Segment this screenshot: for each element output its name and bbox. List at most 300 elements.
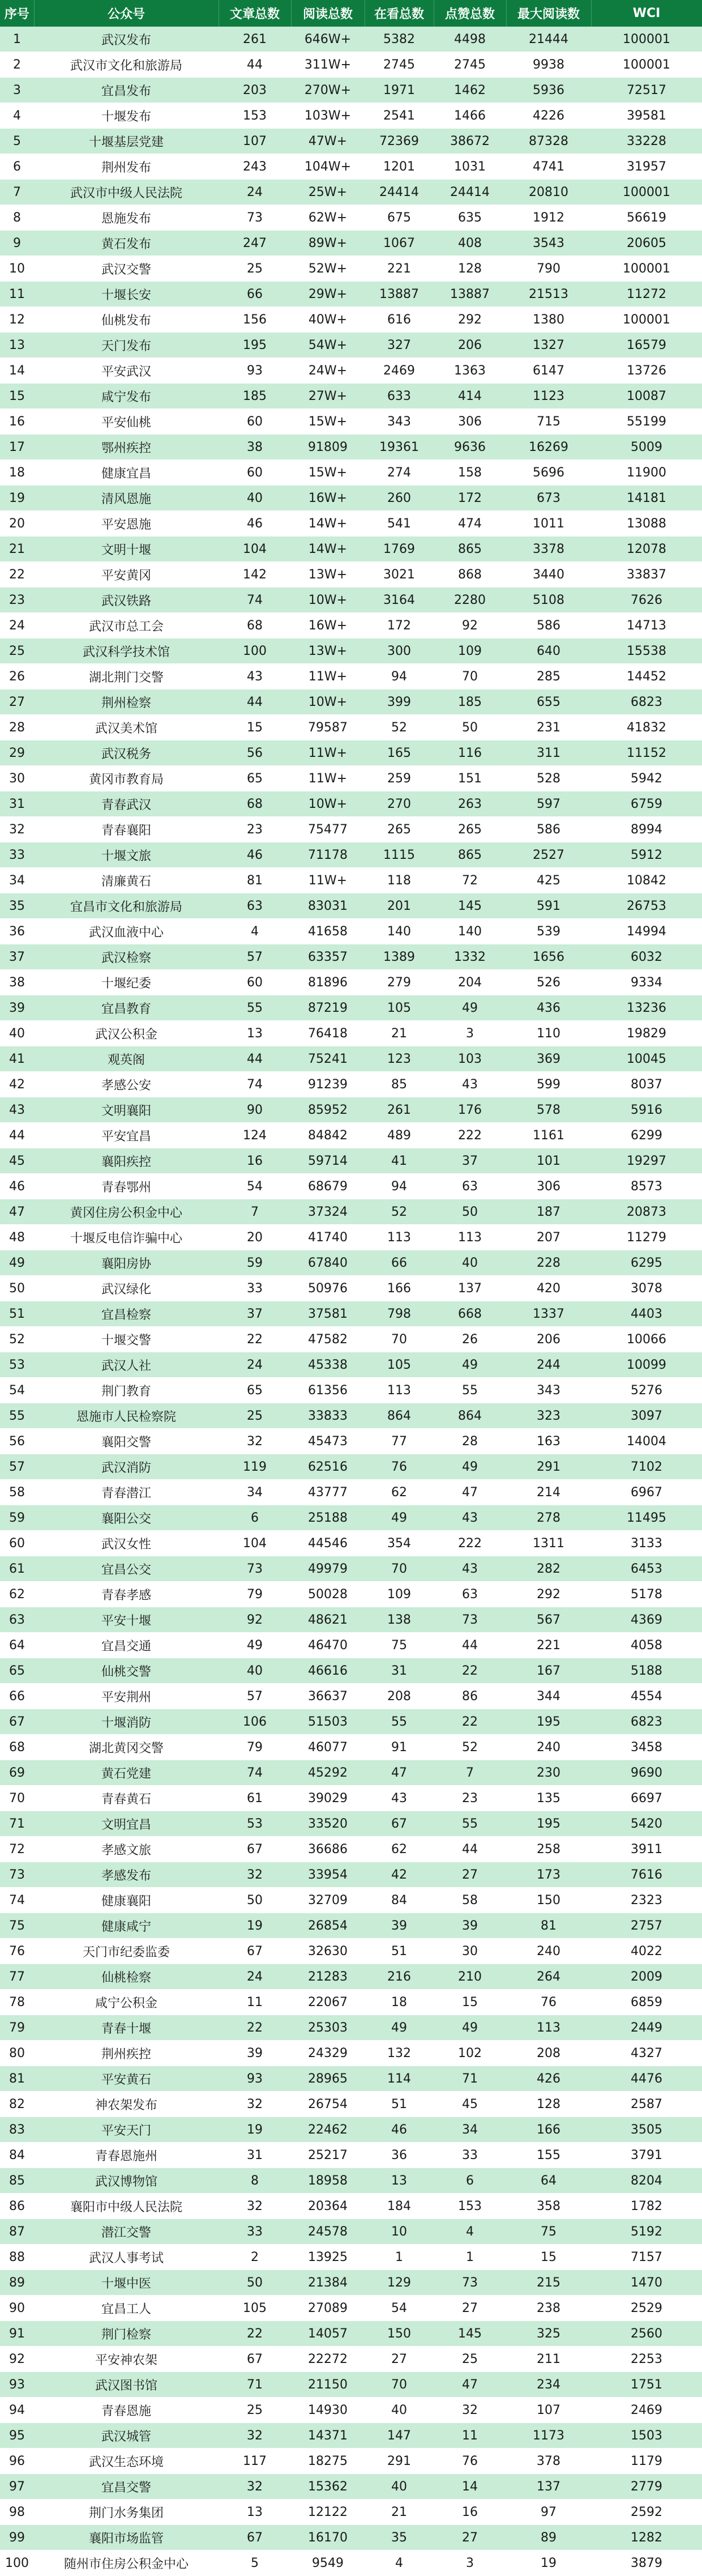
- likes-cell: 474: [434, 511, 506, 537]
- rank-cell: 59: [0, 1505, 34, 1531]
- articles-cell: 13: [219, 1021, 291, 1046]
- reads-cell: 10W+: [291, 587, 365, 613]
- likes-cell: 63: [434, 1174, 506, 1199]
- rank-cell: 54: [0, 1378, 34, 1403]
- likes-cell: 1031: [434, 154, 506, 180]
- likes-cell: 2280: [434, 587, 506, 613]
- likes-cell: 102: [434, 2041, 506, 2066]
- watching-cell: 13887: [365, 282, 434, 307]
- watching-cell: 2469: [365, 358, 434, 384]
- wci-cell: 6759: [591, 791, 702, 817]
- account-cell: 十堰文旅: [34, 842, 219, 868]
- articles-cell: 67: [219, 2347, 291, 2372]
- reads-cell: 47582: [291, 1327, 365, 1352]
- articles-cell: 100: [219, 638, 291, 664]
- wci-cell: 41832: [591, 715, 702, 740]
- max-reads-cell: 173: [506, 1862, 591, 1888]
- table-row: [0, 689, 702, 715]
- articles-cell: 71: [219, 2372, 291, 2398]
- wci-cell: 1282: [591, 2525, 702, 2551]
- table-row: [0, 1301, 702, 1327]
- rank-cell: 62: [0, 1582, 34, 1607]
- articles-cell: 24: [219, 1352, 291, 1378]
- wci-cell: 4369: [591, 1607, 702, 1633]
- table-row: [0, 1072, 702, 1097]
- rank-cell: 11: [0, 282, 34, 307]
- articles-cell: 153: [219, 103, 291, 129]
- table-row: [0, 2347, 702, 2372]
- wci-cell: 19829: [591, 1021, 702, 1046]
- table-row: [0, 435, 702, 460]
- table-row: [0, 1276, 702, 1301]
- max-reads-cell: 110: [506, 1021, 591, 1046]
- reads-cell: 14W+: [291, 537, 365, 562]
- reads-cell: 50028: [291, 1582, 365, 1607]
- rank-cell: 86: [0, 2194, 34, 2219]
- max-reads-cell: 306: [506, 1174, 591, 1199]
- reads-cell: 20364: [291, 2194, 365, 2219]
- reads-cell: 270W+: [291, 78, 365, 103]
- articles-cell: 44: [219, 689, 291, 715]
- rank-cell: 23: [0, 587, 34, 613]
- max-reads-cell: 323: [506, 1403, 591, 1429]
- max-reads-cell: 5108: [506, 587, 591, 613]
- table-row: [0, 919, 702, 944]
- wci-cell: 1751: [591, 2372, 702, 2398]
- rank-cell: 27: [0, 689, 34, 715]
- header-max-reads: 最大阅读数: [506, 0, 591, 27]
- account-cell: 潜江交警: [34, 2219, 219, 2245]
- wci-cell: 14994: [591, 919, 702, 944]
- articles-cell: 46: [219, 511, 291, 537]
- table-row: [0, 2423, 702, 2449]
- reads-cell: 14W+: [291, 511, 365, 537]
- rank-cell: 16: [0, 409, 34, 435]
- rank-cell: 78: [0, 1990, 34, 2015]
- table-row: [0, 129, 702, 154]
- likes-cell: 34: [434, 2117, 506, 2143]
- watching-cell: 354: [365, 1531, 434, 1556]
- account-cell: 青春孝感: [34, 1582, 219, 1607]
- rank-cell: 42: [0, 1072, 34, 1097]
- account-cell: 宜昌检察: [34, 1301, 219, 1327]
- articles-cell: 22: [219, 2015, 291, 2041]
- articles-cell: 93: [219, 358, 291, 384]
- likes-cell: 6: [434, 2168, 506, 2194]
- max-reads-cell: 195: [506, 1709, 591, 1735]
- wci-cell: 5276: [591, 1378, 702, 1403]
- reads-cell: 81896: [291, 970, 365, 995]
- articles-cell: 68: [219, 613, 291, 638]
- max-reads-cell: 425: [506, 868, 591, 893]
- watching-cell: 300: [365, 638, 434, 664]
- likes-cell: 23: [434, 1786, 506, 1811]
- wci-cell: 11279: [591, 1225, 702, 1250]
- articles-cell: 40: [219, 1658, 291, 1684]
- account-cell: 十堰反电信诈骗中心: [34, 1225, 219, 1250]
- watching-cell: 21: [365, 2500, 434, 2525]
- articles-cell: 65: [219, 766, 291, 791]
- rank-cell: 47: [0, 1199, 34, 1225]
- likes-cell: 43: [434, 1072, 506, 1097]
- rank-cell: 7: [0, 180, 34, 205]
- table-row: [0, 944, 702, 970]
- table-row: [0, 1123, 702, 1148]
- account-cell: 神农架发布: [34, 2092, 219, 2117]
- reads-cell: 26854: [291, 1913, 365, 1939]
- max-reads-cell: 5696: [506, 460, 591, 486]
- table-row: [0, 1429, 702, 1454]
- table-row: [0, 587, 702, 613]
- max-reads-cell: 75: [506, 2219, 591, 2245]
- wci-cell: 9690: [591, 1760, 702, 1786]
- likes-cell: 14: [434, 2474, 506, 2500]
- account-cell: 武汉市中级人民法院: [34, 180, 219, 205]
- likes-cell: 128: [434, 256, 506, 282]
- rank-cell: 69: [0, 1760, 34, 1786]
- account-cell: 青春恩施: [34, 2398, 219, 2423]
- rank-cell: 43: [0, 1097, 34, 1123]
- reads-cell: 11W+: [291, 740, 365, 766]
- likes-cell: 73: [434, 2270, 506, 2296]
- wci-cell: 1179: [591, 2449, 702, 2474]
- rank-cell: 98: [0, 2500, 34, 2525]
- table-row: [0, 2398, 702, 2423]
- account-cell: 武汉血液中心: [34, 919, 219, 944]
- likes-cell: 137: [434, 1276, 506, 1301]
- account-cell: 荆门检察: [34, 2321, 219, 2347]
- watching-cell: 70: [365, 1327, 434, 1352]
- rank-cell: 74: [0, 1888, 34, 1913]
- rank-cell: 96: [0, 2449, 34, 2474]
- max-reads-cell: 230: [506, 1760, 591, 1786]
- rank-cell: 3: [0, 78, 34, 103]
- rank-cell: 60: [0, 1531, 34, 1556]
- max-reads-cell: 195: [506, 1811, 591, 1837]
- wci-cell: 8037: [591, 1072, 702, 1097]
- watching-cell: 260: [365, 486, 434, 511]
- account-cell: 荆州发布: [34, 154, 219, 180]
- table-row: [0, 460, 702, 486]
- table-row: [0, 970, 702, 995]
- likes-cell: 28: [434, 1429, 506, 1454]
- reads-cell: 40W+: [291, 307, 365, 333]
- watching-cell: 21: [365, 1021, 434, 1046]
- reads-cell: 79587: [291, 715, 365, 740]
- account-cell: 青春武汉: [34, 791, 219, 817]
- rank-cell: 1: [0, 27, 34, 52]
- account-cell: 武汉美术馆: [34, 715, 219, 740]
- watching-cell: 1201: [365, 154, 434, 180]
- likes-cell: 16: [434, 2500, 506, 2525]
- articles-cell: 20: [219, 1225, 291, 1250]
- rank-cell: 89: [0, 2270, 34, 2296]
- articles-cell: 247: [219, 231, 291, 256]
- rank-cell: 97: [0, 2474, 34, 2500]
- likes-cell: 635: [434, 205, 506, 231]
- watching-cell: 118: [365, 868, 434, 893]
- rank-cell: 57: [0, 1454, 34, 1480]
- wci-cell: 7102: [591, 1454, 702, 1480]
- table-row: [0, 1327, 702, 1352]
- table-row: [0, 1097, 702, 1123]
- reads-cell: 14057: [291, 2321, 365, 2347]
- reads-cell: 15W+: [291, 460, 365, 486]
- max-reads-cell: 264: [506, 1964, 591, 1990]
- rank-cell: 45: [0, 1148, 34, 1174]
- account-cell: 荆州检察: [34, 689, 219, 715]
- rank-cell: 22: [0, 562, 34, 587]
- likes-cell: 39: [434, 1913, 506, 1939]
- watching-cell: 343: [365, 409, 434, 435]
- wci-cell: 33837: [591, 562, 702, 587]
- table-row: [0, 1225, 702, 1250]
- likes-cell: 145: [434, 2321, 506, 2347]
- rank-cell: 21: [0, 537, 34, 562]
- wci-cell: 10045: [591, 1046, 702, 1072]
- account-cell: 平安武汉: [34, 358, 219, 384]
- account-cell: 十堰基层党建: [34, 129, 219, 154]
- watching-cell: 327: [365, 333, 434, 358]
- rank-cell: 93: [0, 2372, 34, 2398]
- wci-cell: 100001: [591, 27, 702, 52]
- watching-cell: 66: [365, 1250, 434, 1276]
- wci-cell: 3911: [591, 1837, 702, 1862]
- rank-cell: 4: [0, 103, 34, 129]
- wci-cell: 16579: [591, 333, 702, 358]
- reads-cell: 33833: [291, 1403, 365, 1429]
- account-cell: 平安神农架: [34, 2347, 219, 2372]
- likes-cell: 158: [434, 460, 506, 486]
- articles-cell: 63: [219, 893, 291, 919]
- table-row: [0, 1480, 702, 1505]
- watching-cell: 140: [365, 919, 434, 944]
- likes-cell: 222: [434, 1531, 506, 1556]
- table-row: [0, 2321, 702, 2347]
- rank-cell: 58: [0, 1480, 34, 1505]
- likes-cell: 22: [434, 1709, 506, 1735]
- wci-cell: 20873: [591, 1199, 702, 1225]
- reads-cell: 18275: [291, 2449, 365, 2474]
- articles-cell: 67: [219, 1939, 291, 1964]
- articles-cell: 40: [219, 486, 291, 511]
- articles-cell: 15: [219, 715, 291, 740]
- reads-cell: 18958: [291, 2168, 365, 2194]
- table-row: [0, 205, 702, 231]
- watching-cell: 3021: [365, 562, 434, 587]
- articles-cell: 104: [219, 537, 291, 562]
- table-row: [0, 1046, 702, 1072]
- articles-cell: 106: [219, 1709, 291, 1735]
- max-reads-cell: 2527: [506, 842, 591, 868]
- rank-cell: 88: [0, 2245, 34, 2270]
- wci-cell: 3133: [591, 1531, 702, 1556]
- rank-cell: 15: [0, 384, 34, 409]
- likes-cell: 50: [434, 1199, 506, 1225]
- table-row: [0, 2219, 702, 2245]
- articles-cell: 53: [219, 1811, 291, 1837]
- wci-cell: 26753: [591, 893, 702, 919]
- watching-cell: 109: [365, 1582, 434, 1607]
- reads-cell: 27089: [291, 2296, 365, 2321]
- wci-cell: 2560: [591, 2321, 702, 2347]
- table-row: [0, 486, 702, 511]
- likes-cell: 52: [434, 1735, 506, 1760]
- max-reads-cell: 6147: [506, 358, 591, 384]
- articles-cell: 22: [219, 1327, 291, 1352]
- watching-cell: 84: [365, 1888, 434, 1913]
- rank-cell: 31: [0, 791, 34, 817]
- max-reads-cell: 1011: [506, 511, 591, 537]
- account-cell: 武汉公积金: [34, 1021, 219, 1046]
- reads-cell: 16170: [291, 2525, 365, 2551]
- max-reads-cell: 16269: [506, 435, 591, 460]
- max-reads-cell: 586: [506, 613, 591, 638]
- rank-cell: 64: [0, 1633, 34, 1658]
- watching-cell: 51: [365, 2092, 434, 2117]
- account-cell: 平安恩施: [34, 511, 219, 537]
- wci-cell: 6967: [591, 1480, 702, 1505]
- watching-cell: 208: [365, 1684, 434, 1709]
- table-row: [0, 664, 702, 689]
- account-cell: 十堰中医: [34, 2270, 219, 2296]
- watching-cell: 77: [365, 1429, 434, 1454]
- rank-cell: 38: [0, 970, 34, 995]
- header-likes: 点赞总数: [434, 0, 506, 27]
- watching-cell: 2541: [365, 103, 434, 129]
- account-cell: 孝感文旅: [34, 1837, 219, 1862]
- account-cell: 青春黄石: [34, 1786, 219, 1811]
- max-reads-cell: 187: [506, 1199, 591, 1225]
- max-reads-cell: 167: [506, 1658, 591, 1684]
- table-row: [0, 307, 702, 333]
- wci-cell: 2469: [591, 2398, 702, 2423]
- max-reads-cell: 150: [506, 1888, 591, 1913]
- watching-cell: 123: [365, 1046, 434, 1072]
- table-row: [0, 1862, 702, 1888]
- watching-cell: 40: [365, 2398, 434, 2423]
- max-reads-cell: 528: [506, 766, 591, 791]
- articles-cell: 107: [219, 129, 291, 154]
- watching-cell: 113: [365, 1225, 434, 1250]
- max-reads-cell: 3440: [506, 562, 591, 587]
- table-row: [0, 715, 702, 740]
- rank-cell: 85: [0, 2168, 34, 2194]
- articles-cell: 79: [219, 1582, 291, 1607]
- wci-cell: 14713: [591, 613, 702, 638]
- account-cell: 健康襄阳: [34, 1888, 219, 1913]
- watching-cell: 165: [365, 740, 434, 766]
- reads-cell: 63357: [291, 944, 365, 970]
- likes-cell: 30: [434, 1939, 506, 1964]
- rank-cell: 55: [0, 1403, 34, 1429]
- rank-cell: 41: [0, 1046, 34, 1072]
- rank-cell: 39: [0, 995, 34, 1021]
- wci-cell: 10066: [591, 1327, 702, 1352]
- header-reads: 阅读总数: [291, 0, 365, 27]
- wci-cell: 2009: [591, 1964, 702, 1990]
- account-cell: 武汉市总工会: [34, 613, 219, 638]
- max-reads-cell: 578: [506, 1097, 591, 1123]
- likes-cell: 865: [434, 842, 506, 868]
- table-row: [0, 511, 702, 537]
- max-reads-cell: 97: [506, 2500, 591, 2525]
- wci-cell: 100001: [591, 52, 702, 78]
- rank-cell: 5: [0, 129, 34, 154]
- watching-cell: 1115: [365, 842, 434, 868]
- reads-cell: 29W+: [291, 282, 365, 307]
- reads-cell: 33520: [291, 1811, 365, 1837]
- reads-cell: 51503: [291, 1709, 365, 1735]
- table-row: [0, 154, 702, 180]
- articles-cell: 32: [219, 1429, 291, 1454]
- max-reads-cell: 420: [506, 1276, 591, 1301]
- watching-cell: 72369: [365, 129, 434, 154]
- table-row: [0, 1709, 702, 1735]
- rank-cell: 10: [0, 256, 34, 282]
- articles-cell: 7: [219, 1199, 291, 1225]
- watching-cell: 2745: [365, 52, 434, 78]
- rank-cell: 75: [0, 1913, 34, 1939]
- reads-cell: 9549: [291, 2551, 365, 2576]
- table-row: [0, 2245, 702, 2270]
- likes-cell: 49: [434, 995, 506, 1021]
- articles-cell: 50: [219, 1888, 291, 1913]
- table-row: [0, 2551, 702, 2576]
- table-row: [0, 1505, 702, 1531]
- max-reads-cell: 214: [506, 1480, 591, 1505]
- watching-cell: 85: [365, 1072, 434, 1097]
- table-row: [0, 1913, 702, 1939]
- account-cell: 宜昌市文化和旅游局: [34, 893, 219, 919]
- table-row: [0, 2015, 702, 2041]
- wci-cell: 2757: [591, 1913, 702, 1939]
- wci-cell: 5942: [591, 766, 702, 791]
- watching-cell: 274: [365, 460, 434, 486]
- rank-cell: 33: [0, 842, 34, 868]
- articles-cell: 2: [219, 2245, 291, 2270]
- articles-cell: 32: [219, 2423, 291, 2449]
- table-row: [0, 1964, 702, 1990]
- likes-cell: 33: [434, 2143, 506, 2168]
- table-row: [0, 1021, 702, 1046]
- account-cell: 襄阳公交: [34, 1505, 219, 1531]
- wci-cell: 2529: [591, 2296, 702, 2321]
- watching-cell: 62: [365, 1837, 434, 1862]
- likes-cell: 70: [434, 664, 506, 689]
- account-cell: 平安荆州: [34, 1684, 219, 1709]
- reads-cell: 21283: [291, 1964, 365, 1990]
- reads-cell: 36686: [291, 1837, 365, 1862]
- watching-cell: 40: [365, 2474, 434, 2500]
- rank-cell: 9: [0, 231, 34, 256]
- rank-cell: 73: [0, 1862, 34, 1888]
- max-reads-cell: 1173: [506, 2423, 591, 2449]
- likes-cell: 24414: [434, 180, 506, 205]
- table-row: [0, 333, 702, 358]
- rank-cell: 18: [0, 460, 34, 486]
- likes-cell: 3: [434, 1021, 506, 1046]
- table-row: [0, 1378, 702, 1403]
- articles-cell: 32: [219, 1862, 291, 1888]
- max-reads-cell: 790: [506, 256, 591, 282]
- max-reads-cell: 113: [506, 2015, 591, 2041]
- wci-cell: 1782: [591, 2194, 702, 2219]
- watching-cell: 129: [365, 2270, 434, 2296]
- wci-cell: 6299: [591, 1123, 702, 1148]
- reads-cell: 46470: [291, 1633, 365, 1658]
- likes-cell: 1332: [434, 944, 506, 970]
